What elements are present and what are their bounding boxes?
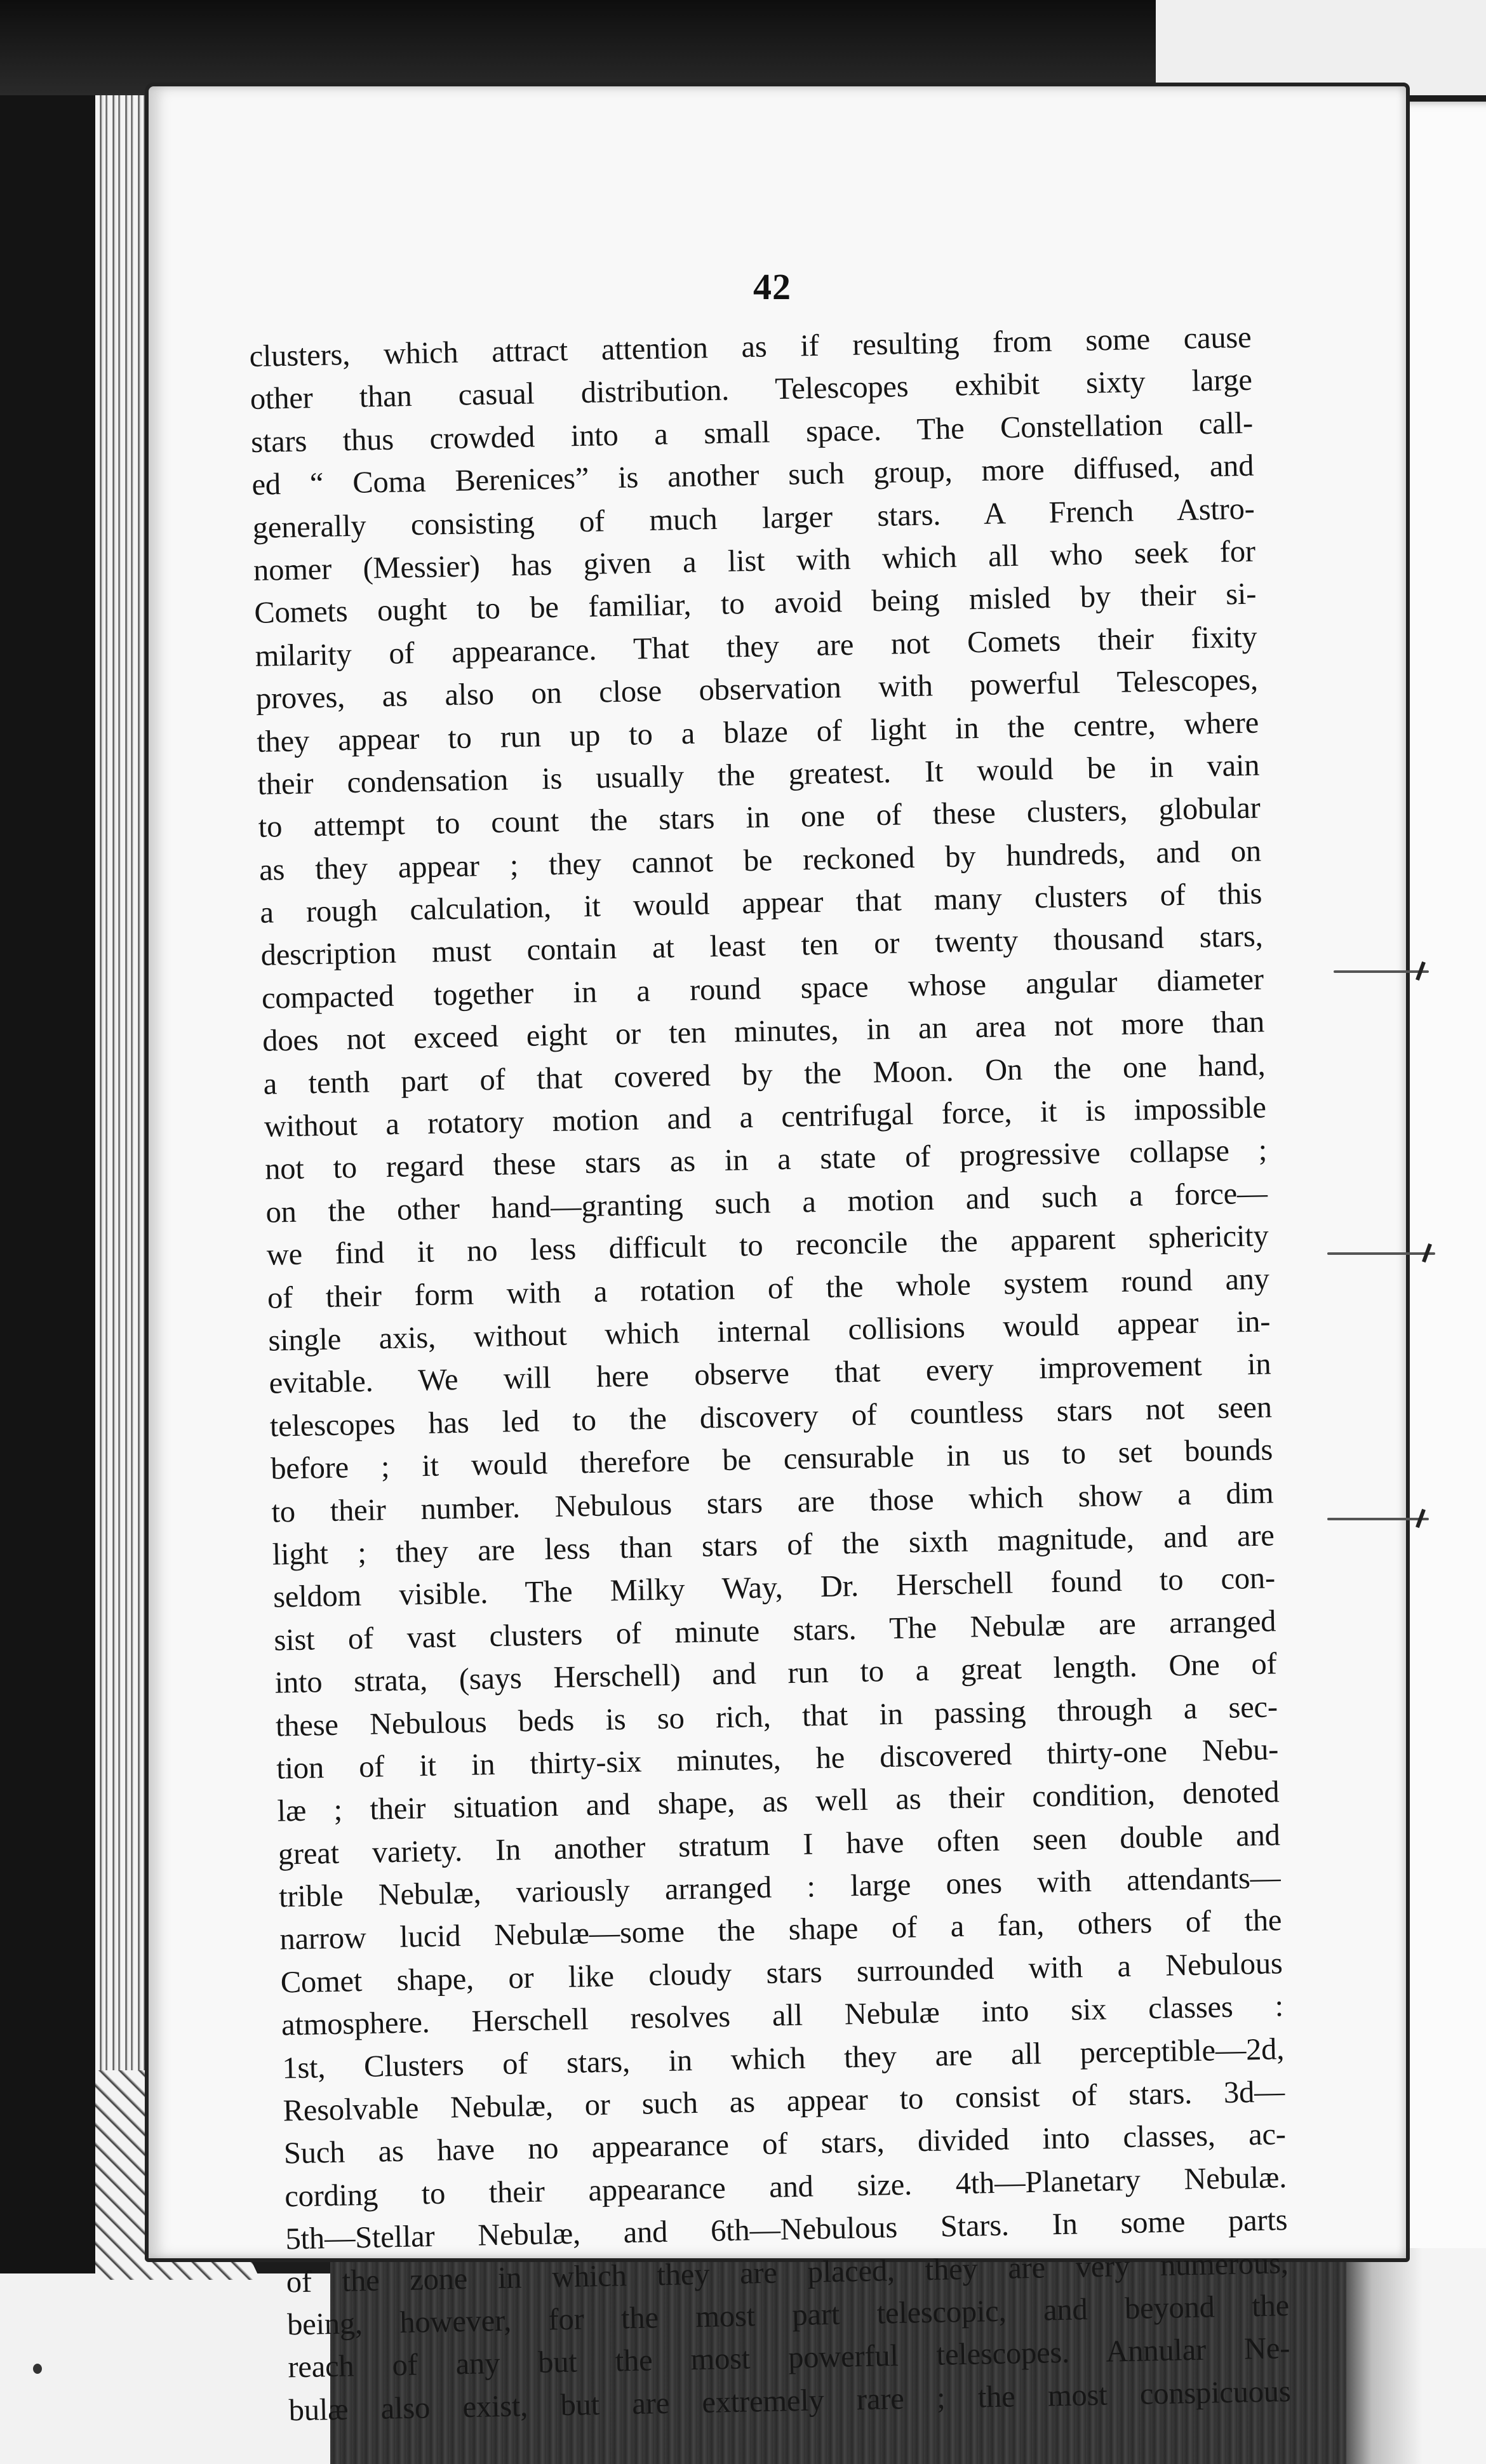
text-line: description must contain at least ten or twenty thousand stars, bbox=[260, 920, 1263, 973]
text-line: trible Nebulæ, variously arranged : large ones with attendants— bbox=[278, 1861, 1282, 1914]
text-line: of their form with a rotation of the whole system round any bbox=[267, 1262, 1270, 1315]
text-line: being, however, for the most part telescopic, and beyond the bbox=[286, 2289, 1290, 2342]
text-line: reach of any but the most powerful telescopes. Annular Ne- bbox=[287, 2331, 1290, 2385]
facing-page-edge bbox=[1346, 2248, 1486, 2464]
text-line: into strata, (says Herschell) and run to a great length. One of bbox=[274, 1647, 1277, 1700]
text-line: narrow lucid Nebulæ—some the shape of a fan, others of the bbox=[279, 1903, 1282, 1957]
text-line: does not exceed eight or ten minutes, in an area not more than bbox=[262, 1005, 1265, 1059]
text-line: on the other hand—granting such a motion and such a force— bbox=[265, 1176, 1268, 1229]
text-line: single axis, without which internal collisions would appear in- bbox=[267, 1304, 1271, 1358]
text-line: other than casual distribution. Telescopes exhibit sixty large bbox=[250, 363, 1253, 417]
text-line: great variety. In another stratum I have often seen double and bbox=[278, 1818, 1281, 1871]
binding-thread-mark bbox=[1334, 970, 1429, 973]
stacked-page-edges bbox=[95, 95, 152, 2273]
text-line: of the zone in which they are placed, they are very numerous, bbox=[286, 2246, 1289, 2300]
body-text bbox=[249, 316, 1291, 2432]
text-line: atmosphere. Herschell resolves all Nebulæ into six classes : bbox=[281, 1989, 1284, 2042]
text-line: Comet shape, or like cloudy stars surrounded with a Nebulous bbox=[280, 1946, 1283, 2000]
text-line: 5th—Stellar Nebulæ, and 6th—Nebulous Stars. In some parts bbox=[285, 2203, 1288, 2256]
text-line: sist of vast clusters of minute stars. The Nebulæ are arranged bbox=[273, 1604, 1276, 1657]
text-line: before ; it would therefore be censurable in us to set bounds bbox=[270, 1433, 1273, 1486]
text-line: milarity of appearance. That they are not Comets their fixity bbox=[255, 620, 1257, 673]
text-line: to their number. Nebulous stars are those which show a dim bbox=[271, 1475, 1274, 1529]
scanner-background-bottom-left bbox=[0, 2273, 330, 2464]
text-line: telescopes has led to the discovery of countless stars not seen bbox=[269, 1390, 1273, 1443]
scanner-background-left bbox=[0, 95, 95, 2273]
binding-thread-mark bbox=[1327, 1252, 1435, 1255]
text-line: evitable. We will here observe that every improvement in bbox=[269, 1347, 1271, 1401]
text-line: seldom visible. The Milky Way, Dr. Herschell found to con- bbox=[272, 1561, 1276, 1614]
text-line: these Nebulous beds is so rich, that in passing through a sec- bbox=[275, 1689, 1278, 1743]
text-line: læ ; their situation and shape, as well as their condition, denoted bbox=[277, 1775, 1280, 1828]
text-line: not to regard these stars as in a state of progressive collapse ; bbox=[264, 1133, 1268, 1187]
text-line: cording to their appearance and size. 4th—Planetary Nebulæ. bbox=[284, 2160, 1287, 2214]
text-line: light ; they are less than stars of the sixth magnitude, and are bbox=[272, 1518, 1275, 1572]
text-line: tion of it in thirty-six minutes, he discovered thirty-one Nebu- bbox=[276, 1732, 1279, 1786]
text-line: bulæ also exist, but are extremely rare ; the most conspicuous bbox=[288, 2374, 1291, 2428]
text-line: nomer (Messier) has given a list with which all who seek for bbox=[253, 534, 1256, 587]
binding-thread-mark bbox=[1327, 1518, 1429, 1520]
scanner-background-top bbox=[0, 0, 1156, 95]
text-line: Such as have no appearance of stars, divided into classes, ac- bbox=[283, 2117, 1287, 2171]
text-line: their condensation is usually the greatest. It would be in vain bbox=[257, 748, 1260, 801]
text-line: Comets ought to be familiar, to avoid being misled by their si- bbox=[253, 577, 1257, 631]
page-number: 42 bbox=[753, 266, 791, 307]
text-line: without a rotatory motion and a centrifugal force, it is impossible bbox=[264, 1090, 1267, 1144]
text-line: compacted together in a round space whose angular diameter bbox=[261, 962, 1264, 1015]
text-line: proves, as also on close observation with powerful Telescopes, bbox=[255, 662, 1259, 716]
text-line: ed “ Coma Berenices” is another such group, more diffused, and bbox=[251, 448, 1254, 502]
text-line: to attempt to count the stars in one of these clusters, globular bbox=[258, 791, 1261, 845]
text-line: Resolvable Nebulæ, or such as appear to consist of stars. 3d— bbox=[283, 2075, 1285, 2128]
text-line: a rough calculation, it would appear that many clusters of this bbox=[259, 876, 1262, 930]
text-line: stars thus crowded into a small space. The Constellation call- bbox=[250, 406, 1254, 459]
text-line: we find it no less difficult to reconcile the apparent sphericity bbox=[266, 1219, 1269, 1272]
scanner-background-right bbox=[1156, 0, 1486, 95]
text-line: a tenth part of that covered by the Moon. On the one hand, bbox=[263, 1048, 1266, 1101]
text-line: as they appear ; they cannot be reckoned by hundreds, and on bbox=[258, 834, 1262, 887]
text-line: generally consisting of much larger stars. A French Astro- bbox=[252, 492, 1255, 545]
text-line: clusters, which attract attention as if resulting from some cause bbox=[249, 320, 1252, 373]
text-line: 1st, Clusters of stars, in which they are all perceptible—2d, bbox=[281, 2032, 1285, 2086]
text-line: they appear to run up to a blaze of light in the centre, where bbox=[256, 706, 1259, 759]
dust-speck bbox=[33, 2364, 42, 2374]
